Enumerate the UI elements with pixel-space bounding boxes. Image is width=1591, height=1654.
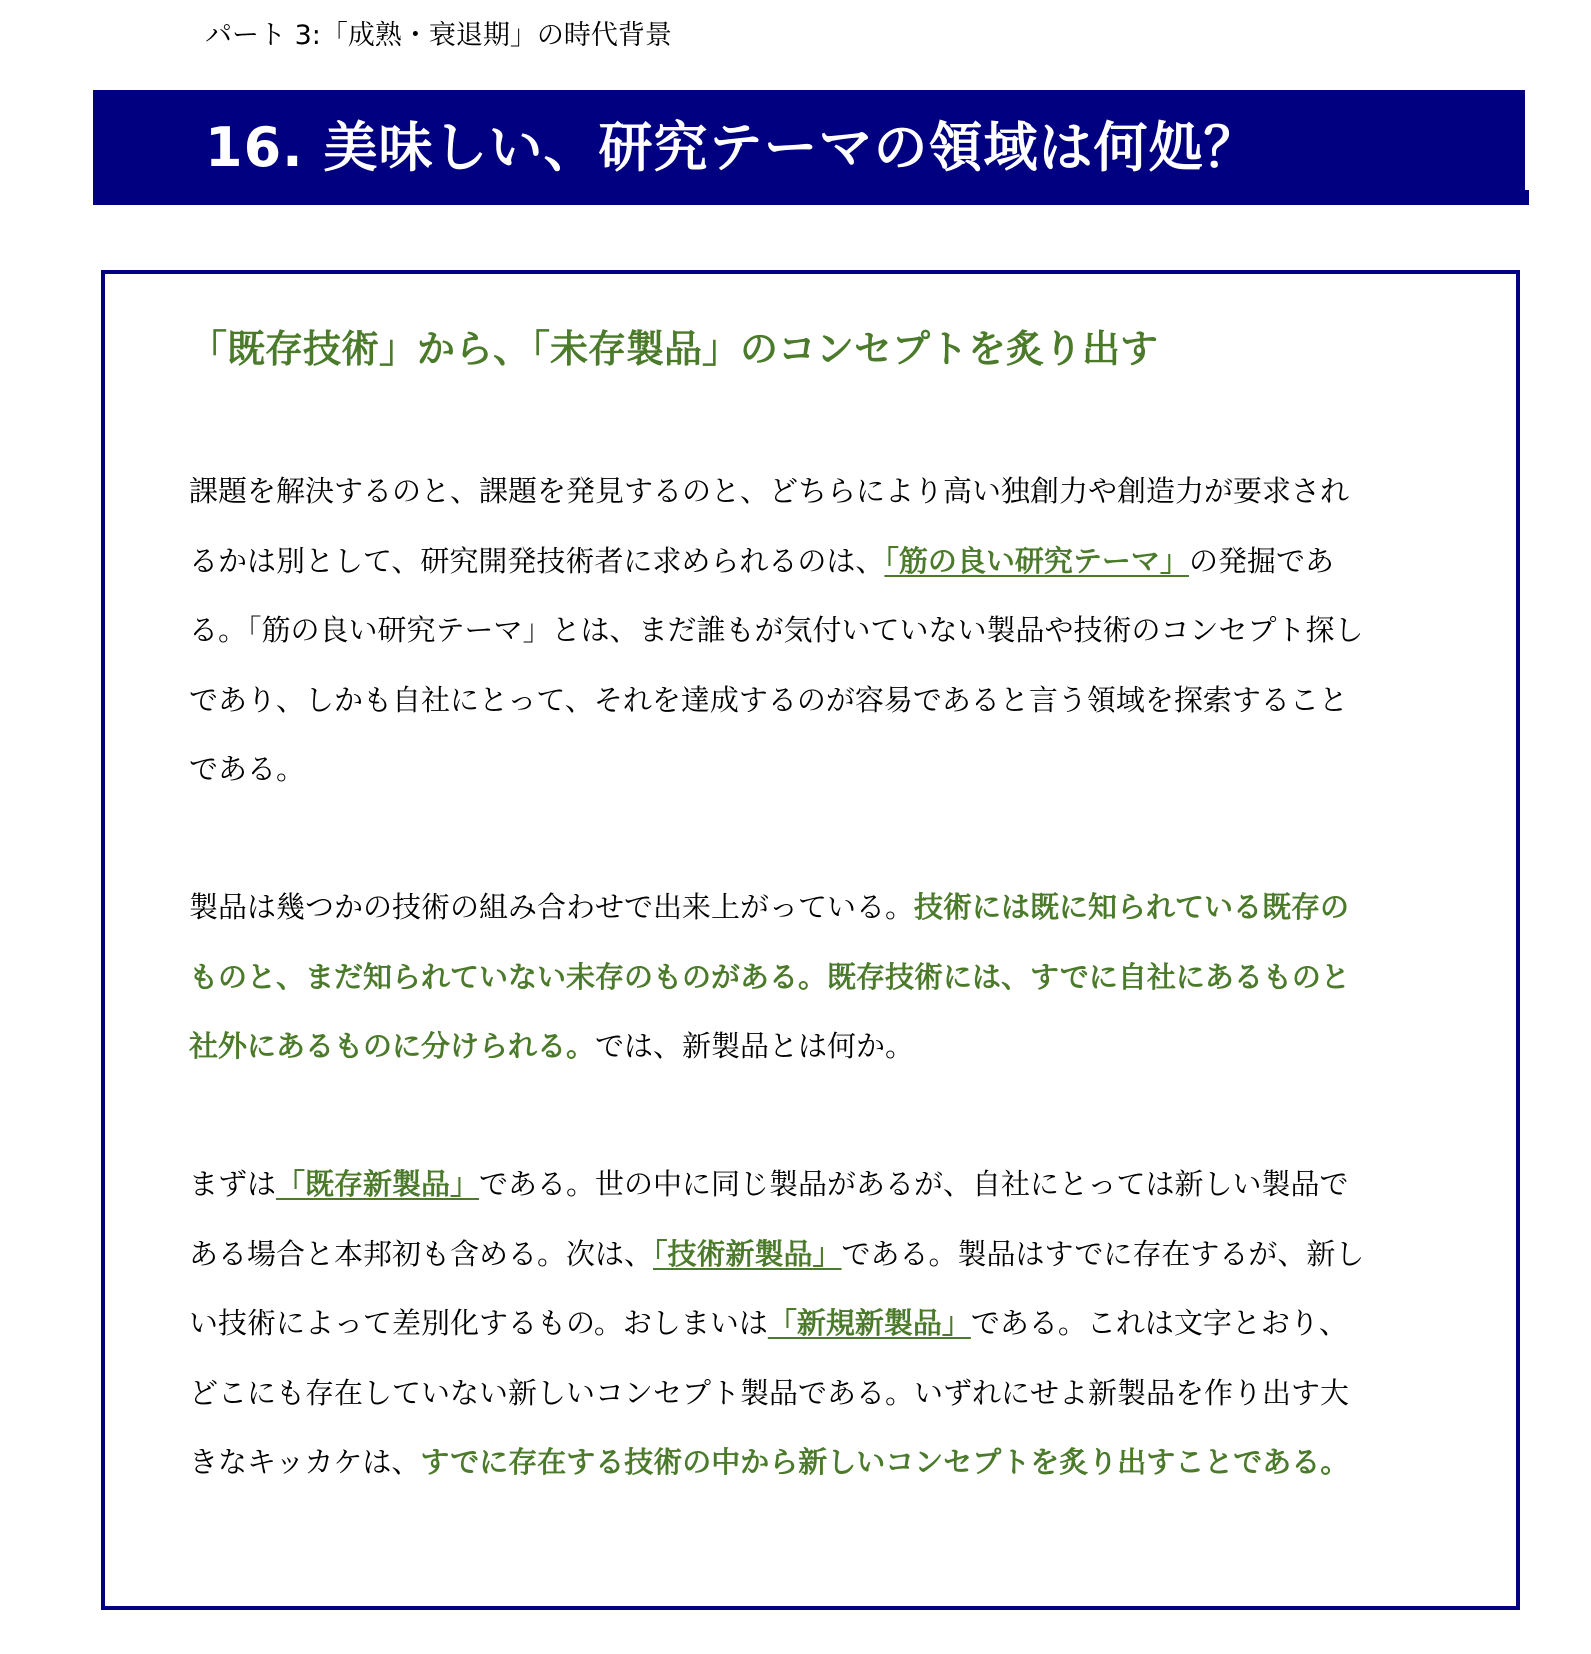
title-band-underline: [93, 190, 1529, 205]
paragraph-3-text-4: である。これは文字とおり、どこにも存在していない新しいコンセプト製品である。いずれにせよ新製品を作り出す大きなキッカケは、: [189, 1306, 1350, 1479]
paragraph-2-text-1: 製品は幾つかの技術の組み合わせで出来上がっている。: [189, 890, 915, 924]
paragraph-1-text-2: の発掘である。「筋の良い研究テーマ」とは、まだ誰もが気付いていない製品や技術のコンセプト探しであり、しかも自社にとって、それを達成するのが容易であると言う領域を探索することである。: [189, 543, 1364, 786]
highlight-existing-new-product: 「既存新製品」: [276, 1167, 480, 1201]
paragraph-3-text-2: である。世の中に同じ製品があるが、自社にとっては新しい製品である場合と本邦初も含める。次は、: [189, 1167, 1349, 1271]
title-band: [93, 90, 1525, 205]
highlight-existing-technology: 技術には既に知られている既存のものと、まだ知られていない未存のものがある。既存技術には、すでに自社にあるものと社外にあるものに分けられる。: [189, 890, 1350, 1063]
paragraph-1: [189, 457, 1369, 805]
highlight-concept-from-technology: すでに存在する技術の中から新しいコンセプトを炙り出すことである。: [420, 1445, 1350, 1479]
highlight-good-research-theme: 「筋の良い研究テーマ」: [884, 543, 1189, 578]
page-title: 16. 美味しい、研究テーマの領域は何処？: [205, 116, 1259, 179]
paragraph-3-text-3: である。製品はすでに存在するが、新しい技術によって差別化するもの。おしまいは: [189, 1236, 1365, 1340]
paragraph-1-text-1: 課題を解決するのと、課題を発見するのと、どちらにより高い独創力や創造力が要求されるかは別として、研究開発技術者に求められるのは、: [189, 474, 1350, 578]
paragraph-2-text-2: では、新製品とは何か。: [595, 1029, 915, 1063]
paragraph-3-text-1: まずは: [189, 1167, 277, 1201]
part-label: パート 3:「成熟・衰退期」の時代背景: [205, 20, 672, 51]
content-box: [101, 270, 1520, 1610]
section-heading: 「既存技術」から、「未存製品」のコンセプトを炙り出す: [189, 327, 1159, 371]
highlight-technology-new-product: 「技術新製品」: [653, 1236, 842, 1271]
paragraph-3: [189, 1150, 1369, 1498]
highlight-novel-new-product: 「新規新製品」: [767, 1306, 971, 1340]
paragraph-2: [189, 873, 1369, 1082]
